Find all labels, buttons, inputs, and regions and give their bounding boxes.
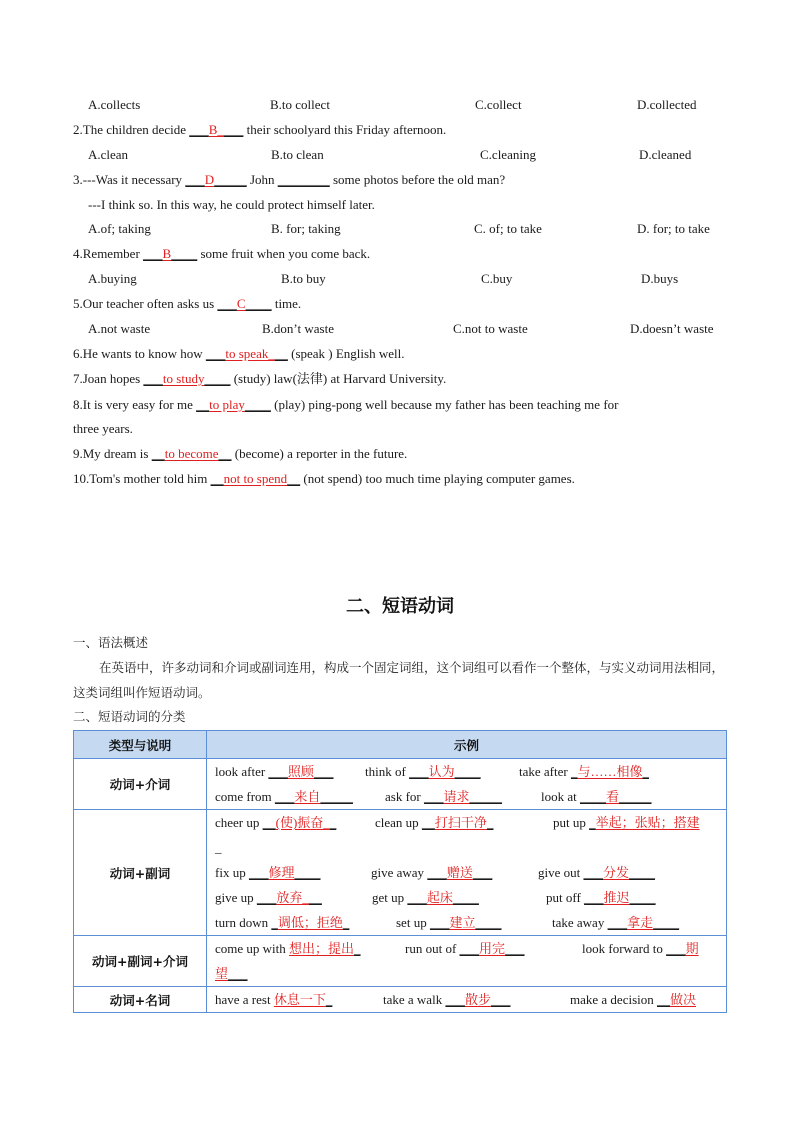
example-item: _ xyxy=(215,840,222,855)
q9-answer: to become xyxy=(164,446,219,461)
example-line xyxy=(215,936,720,961)
example-line xyxy=(215,885,720,910)
q2-option-d: D.cleaned xyxy=(639,147,692,162)
q4-option-d: D.buys xyxy=(641,271,679,286)
example-item: take away ___拿走____ xyxy=(552,915,680,930)
table-header-row xyxy=(74,731,727,759)
q2-answer: B_ xyxy=(208,122,224,137)
q5-option-d: D.doesn’t waste xyxy=(630,321,714,336)
question-5: 5.Our teacher often asks us ___C____ time. xyxy=(73,296,302,311)
question-4: 4.Remember ___B____ some fruit when you come back. xyxy=(73,246,371,261)
example-line xyxy=(215,987,720,1012)
q5-option-c: C.not to waste xyxy=(453,321,528,336)
example-item: set up ___建立____ xyxy=(396,915,502,930)
q4-answer: B xyxy=(162,246,172,261)
example-item: put off ___推迟____ xyxy=(546,890,656,905)
type-cell: 动词+副词 xyxy=(74,810,207,936)
q2-option-b: B.to clean xyxy=(271,147,324,162)
example-cell xyxy=(207,936,727,987)
example-line xyxy=(215,910,720,935)
example-cell xyxy=(207,810,727,936)
example-item: cheer up __(使)振奋__ xyxy=(215,815,337,830)
table-row xyxy=(74,987,727,1013)
example-item: put up _举起；张贴；搭建 xyxy=(553,815,700,830)
section-title: 二、短语动词 xyxy=(346,596,454,617)
q8-answer: to play xyxy=(209,397,245,412)
example-cell xyxy=(207,759,727,810)
phrasal-verb-table xyxy=(73,730,727,1013)
overview-text: 在英语中，许多动词和介词或副词连用，构成一个固定词组，这个词组可以看作一个整体，与实义动词用法相同，这类词组叫作短语动词。 xyxy=(73,660,725,700)
type-cell: 动词+副词+介词 xyxy=(74,936,207,987)
question-6: 6.He wants to know how ___to speak___ (speak ) English well. xyxy=(73,346,405,361)
q10-answer: not to spend xyxy=(223,471,288,486)
q2-options xyxy=(88,145,728,165)
q3-option-d: D. for; to take xyxy=(637,221,710,236)
example-item: give out ___分发____ xyxy=(538,865,656,880)
q5-options xyxy=(88,319,728,339)
example-item: take a walk ___散步___ xyxy=(383,992,511,1007)
q4-option-b: B.to buy xyxy=(281,271,326,286)
example-item: ask for ___请求_____ xyxy=(385,789,503,804)
q4-option-c: C.buy xyxy=(481,271,513,286)
example-item: give away ___赠送___ xyxy=(371,865,493,880)
q1-option-d: D.collected xyxy=(637,97,697,112)
example-item: look forward to ___期 xyxy=(582,941,699,956)
q3-line-2: ---I think so. In this way, he could protect himself later. xyxy=(88,197,375,212)
question-2: 2.The children decide ___B____ their schoolyard this Friday afternoon. xyxy=(73,122,447,137)
question-3: 3.---Was it necessary ___D_____ John ________ some photos before the old man? xyxy=(73,172,506,187)
q1-option-a: A.collects xyxy=(88,97,141,112)
example-line xyxy=(215,961,720,986)
q8-line-2: three years. xyxy=(73,421,133,436)
example-item: clean up __打扫干净_ xyxy=(375,815,494,830)
example-item: think of ___认为____ xyxy=(365,764,481,779)
q7-answer: to study xyxy=(162,371,205,386)
example-line xyxy=(215,810,720,835)
question-8: 8.It is very easy for me __to play____ (play) ping-pong well because my father has been teaching me for xyxy=(73,397,619,412)
example-cell xyxy=(207,987,727,1013)
q3-options xyxy=(88,219,728,239)
q2-option-a: A.clean xyxy=(88,147,129,162)
q5-option-a: A.not waste xyxy=(88,321,151,336)
example-item: look after ___照顾___ xyxy=(215,764,334,779)
example-item: come up with 想出；提出_ xyxy=(215,941,361,956)
example-line xyxy=(215,759,720,784)
example-item: give up ___放弃___ xyxy=(215,890,322,905)
q5-option-b: B.don’t waste xyxy=(262,321,334,336)
q3-option-b: B. for; taking xyxy=(271,221,341,236)
example-item: make a decision __做决 xyxy=(570,992,697,1007)
table-row xyxy=(74,936,727,987)
example-item: get up ___起床____ xyxy=(372,890,479,905)
example-line xyxy=(215,835,720,860)
classification-heading: 二、短语动词的分类 xyxy=(73,709,186,724)
question-10: 10.Tom's mother told him __not to spend__ (not spend) too much time playing computer games. xyxy=(73,471,575,486)
example-item: turn down _调低；拒绝_ xyxy=(215,915,350,930)
question-7: 7.Joan hopes ___to study____ (study) law(法律) at Harvard University. xyxy=(73,371,447,386)
q4-options xyxy=(88,269,728,289)
example-item: come from ___来自_____ xyxy=(215,789,353,804)
type-cell: 动词+介词 xyxy=(74,759,207,810)
example-item: fix up ___修理____ xyxy=(215,865,321,880)
table-row xyxy=(74,759,727,810)
example-item: have a rest 休息一下_ xyxy=(215,992,333,1007)
q1-option-b: B.to collect xyxy=(270,97,330,112)
example-item: take after _与……相像_ xyxy=(519,764,649,779)
type-cell: 动词+名词 xyxy=(74,987,207,1013)
example-item: run out of ___用完___ xyxy=(405,941,525,956)
example-line xyxy=(215,860,720,885)
question-9: 9.My dream is __to become__ (become) a reporter in the future. xyxy=(73,446,408,461)
q1-option-c: C.collect xyxy=(475,97,522,112)
q3-option-a: A.of; taking xyxy=(88,221,151,236)
q2-option-c: C.cleaning xyxy=(480,147,536,162)
overview-heading: 一、语法概述 xyxy=(73,635,149,650)
q4-option-a: A.buying xyxy=(88,271,137,286)
q1-options xyxy=(88,95,728,115)
q3-option-c: C. of; to take xyxy=(474,221,542,236)
example-line xyxy=(215,784,720,809)
example-item: look at ____看_____ xyxy=(541,789,652,804)
q5-answer: C xyxy=(236,296,246,311)
q6-answer: to speak_ xyxy=(225,346,275,361)
header-example: 示例 xyxy=(207,731,727,759)
q3-answer: D xyxy=(204,172,215,187)
table-row xyxy=(74,810,727,936)
header-type: 类型与说明 xyxy=(74,731,207,759)
example-item: 望___ xyxy=(215,966,248,981)
